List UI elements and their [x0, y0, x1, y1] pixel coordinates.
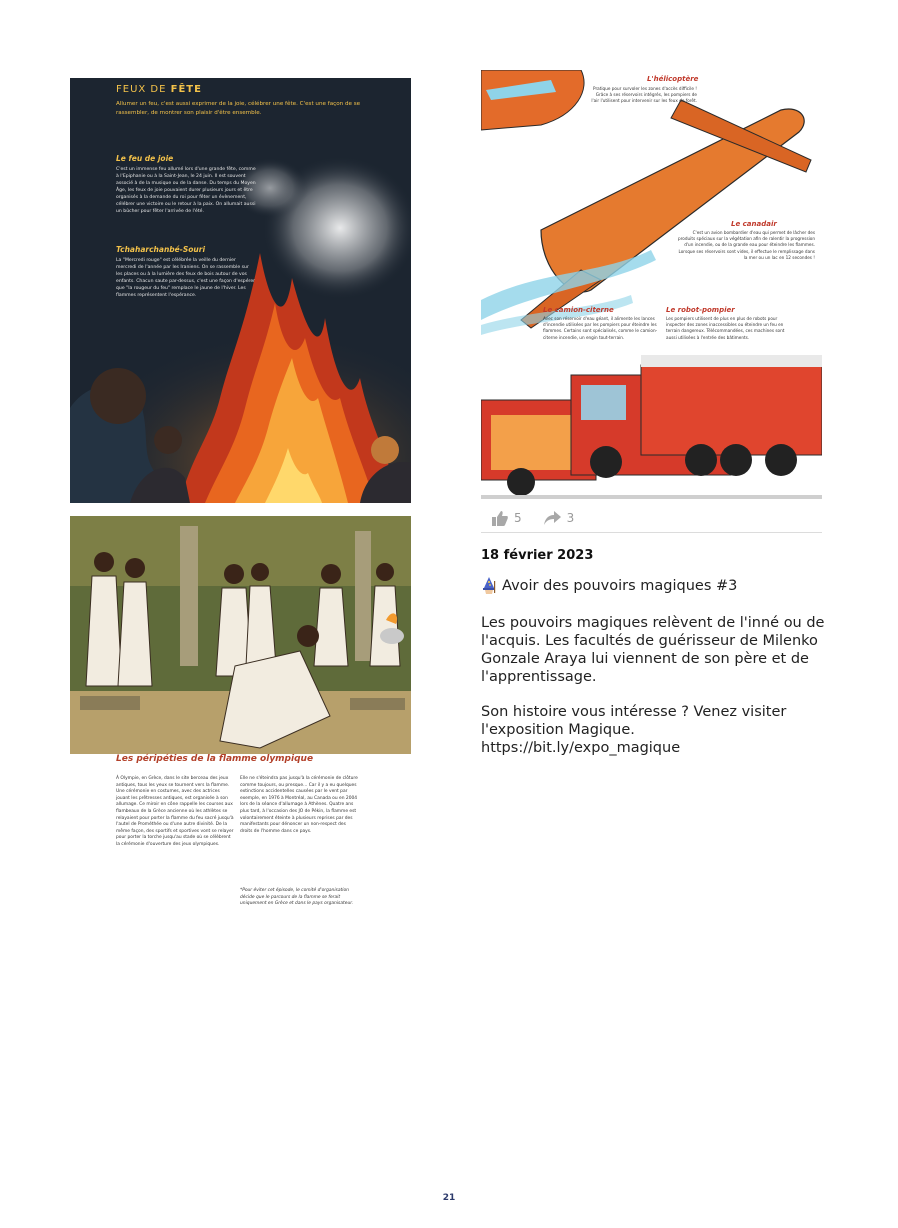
section-heading: Les péripéties de la flamme olympique — [116, 754, 314, 764]
firefighting-vehicles-illustration — [481, 70, 822, 499]
panel-title: FEUX DE FÊTE — [116, 84, 202, 95]
section-text: Les pompiers utilisent de plus en plus de robots pour inspecter des zones inaccessibles ou éteindre un feu en terrain dangereux. Télécommandées, ces machines sont aussi utilisées à l'entrée des bâtiments. — [666, 316, 785, 340]
section-text: La "Mercredi rouge" est célébrée la veille du dernier mercredi de l'année par les Iraniens. On se rassemble sur les places ou à la lumière des feux de bois autour de vos enfants. Chacun saute par-dessus, c'est une façon d'espérer que "la rougeur du feu" remplace le jaune de l'hiver. Les flammes représentent l'espérance. — [116, 258, 256, 298]
illustration-engins-pompiers — [481, 70, 822, 499]
section-heading: Le canadair — [731, 220, 777, 228]
section-heading: L'hélicoptère — [647, 75, 699, 83]
share-count: 3 — [566, 511, 575, 525]
wizard-icon — [481, 577, 498, 594]
text-column-2: Elle ne s'éteindra pas jusqu'à la cérémonie de clôture comme toujours, ou presque... Car il y a eu quelques extinctions accidentelles causées par le vent par exemple, en 1976 à Montréal, au Canada ou en 2004 lors de la séance d'allumage à Athènes. Quatre ans plus tard, à l'occasion des JO de Pékin, la flamme est volontairement éteinte à plusieurs reprises par des manifestants pour dénoncer un non-respect des droits de l'homme dans ce pays. — [240, 776, 358, 834]
like-stat[interactable] — [492, 511, 522, 526]
post-paragraph-1: Les pouvoirs magiques relèvent de l'inné ou de l'acquis. Les facultés de guérisseur de Milenko Gonzale Araya lui viennent de son père et de l'apprentissage. — [481, 615, 825, 685]
priestesses-scene — [70, 516, 411, 754]
section-text: C'est un avion bombardier d'eau qui permet de lâcher des produits spéciaux sur la végétation afin de ralentir la progression d'un incendie, ou de la grande eau pour éteindre les flammes. Lorsque ses réservoirs sont vides, il effectue le remplissage dans la mer ou un lac en 12 secondes ! — [678, 230, 815, 260]
post-title-text: Avoir des pouvoirs magiques #3 — [502, 577, 738, 594]
footnote: *Pour éviter cet épisode, le comité d'organisation décide que le parcours de la flamme se ferait uniquement en Grèce et dans le pays organisateur. — [240, 888, 354, 907]
section-heading: Le camion-citerne — [543, 306, 614, 314]
page-number: 21 — [442, 1193, 456, 1203]
post-date: 18 février 2023 — [481, 548, 594, 563]
post-title — [481, 577, 737, 594]
section-text: Avec son réservoir d'eau géant, il alimente les lances d'incendie utilisées par les pompiers pour éteindre les flammes. Certains sont spécialisés, comme le camion-citerne incendie, un engin tout-terrain. — [543, 316, 658, 340]
illustration-feux-de-fete — [70, 78, 411, 503]
post-paragraph-2: Son histoire vous intéresse ? Venez visiter l'exposition Magique. https://bit.ly/expo_magique — [481, 704, 787, 756]
section-text: C'est un immense feu allumé lors d'une grande fête, comme à l'Epiphanie ou à la Saint-Jean, le 24 juin. Il est souvent associé à de la musique ou de la danse. Du temps du Moyen Âge, les feux de joie pouvaient durer plusieurs jours et être organisés à la demande du roi pour fêter un évènement, célébrer une victoire ou le retour à la paix. On allumait aussi un bûcher pour fêter l'arrivée de l'été. — [116, 167, 256, 214]
section-text: Pratique pour survoler les zones d'accès difficile ! Grâce à ses réservoirs intégrés, les pompiers de l'air l'utilisent pour intervenir sur les feux de forêt. — [591, 86, 697, 104]
post-stats — [492, 509, 588, 527]
panel-intro: Allumer un feu, c'est aussi exprimer de la joie, célébrer une fête. C'est une façon de se rassembler, de montrer son plaisir d'être ensemble. — [116, 101, 361, 116]
share-arrow-icon — [544, 511, 561, 525]
share-stat[interactable] — [544, 511, 575, 525]
thumbs-up-icon — [492, 511, 508, 526]
olympia-ceremony-illustration — [70, 516, 411, 754]
like-count: 5 — [514, 511, 522, 525]
section-heading: Le robot-pompier — [666, 306, 735, 314]
section-heading: Tchaharchanbé-Souri — [116, 245, 206, 254]
illustration-flamme-olympique — [70, 516, 411, 941]
section-heading: Le feu de joie — [116, 154, 174, 163]
text-column-1: À Olympie, en Grèce, dans le site berceau des jeux antiques, tous les yeux se tournent vers la flamme. Une cérémonie en costumes, avec des actrices jouant les prêtresses antiques, est organisée à son allumage. Ce miroir en cône rappelle les courses aux flambeaux de la Grèce ancienne où les athlètes se relayaient pour porter la flamme du feu sacré jusqu'à l'autel de Prométhée ou d'une autre divinité. De la même façon, des sportifs et sportives vont se relayer pour porter la torche jusqu'au stade où se célèbrent la cérémonie d'ouverture des jeux olympiques. — [116, 776, 234, 847]
divider — [481, 532, 822, 533]
